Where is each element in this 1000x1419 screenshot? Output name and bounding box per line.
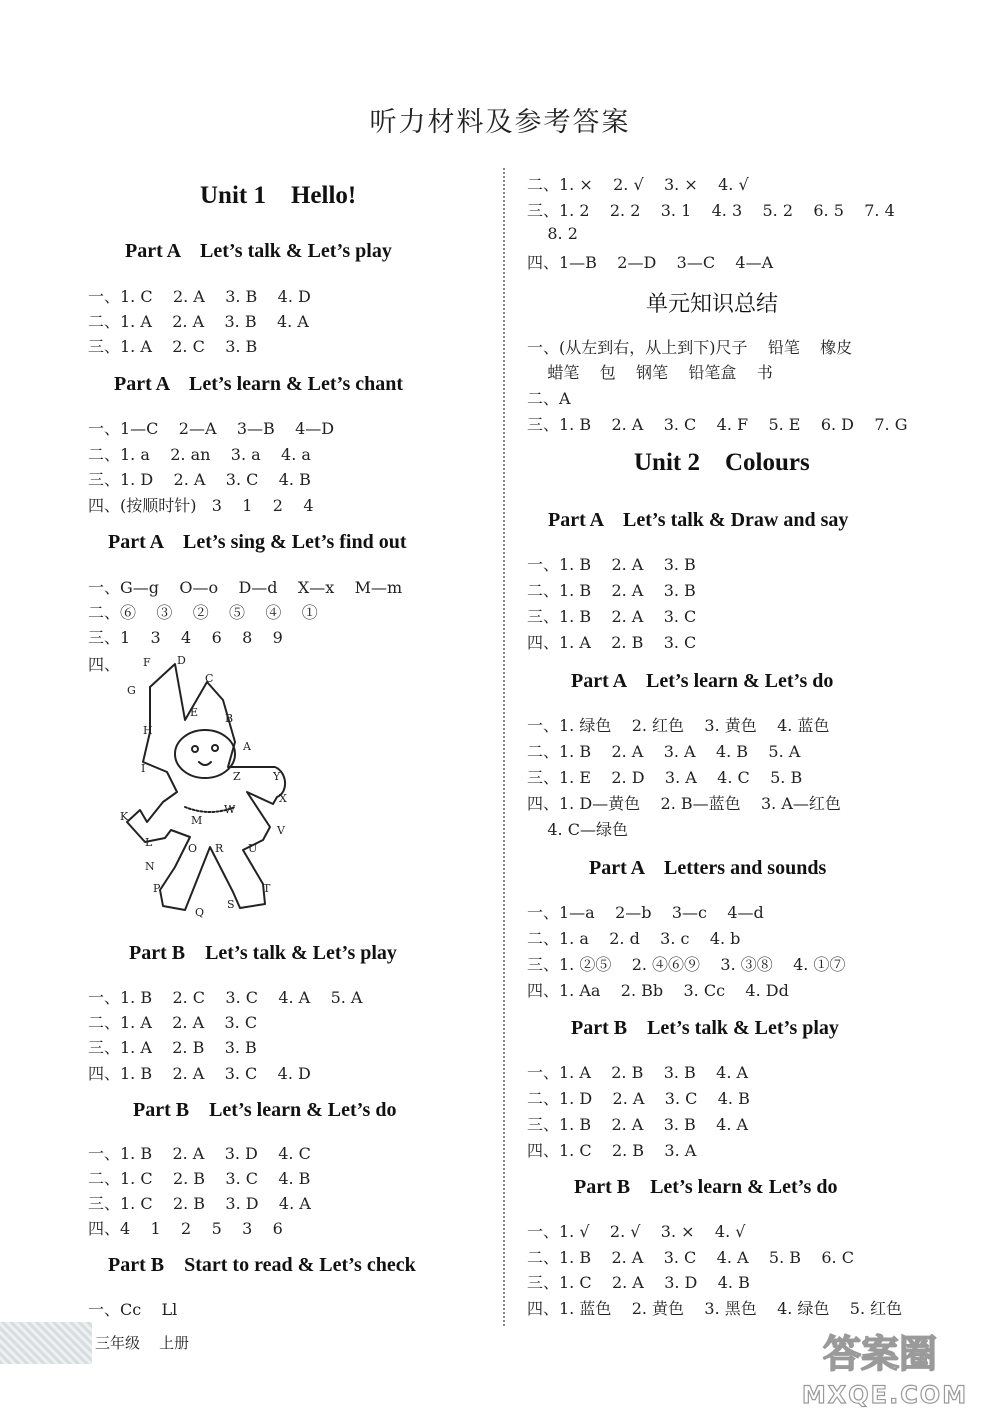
dot-label: D [177, 654, 186, 667]
answer-line: 四、4 1 2 5 3 6 [88, 1219, 283, 1238]
dot-label: Y [273, 770, 281, 783]
dot-label: X [279, 792, 287, 805]
answer-line: 四、 [88, 655, 121, 674]
answer-line: 三、1. B 2. A 3. C 4. F 5. E 6. D 7. G [527, 415, 908, 434]
dot-label: Q [195, 906, 205, 919]
answer-line: 二、1. A 2. A 3. C [88, 1013, 258, 1032]
answer-line: 三、1. C 2. A 3. D 4. B [527, 1273, 750, 1292]
section-title: Part B Let’s talk & Let’s play [571, 1017, 839, 1039]
answer-line: 四、1. D—黄色 2. B—蓝色 3. A—红色 [527, 794, 841, 813]
answer-line: 4. C—绿色 [527, 820, 628, 839]
answer-line: 8. 2 [527, 224, 578, 243]
answer-line: 四、(按顺时针) 3 1 2 4 [88, 496, 314, 515]
dot-label: N [145, 860, 155, 873]
answer-line: 四、1. Aa 2. Bb 3. Cc 4. Dd [527, 981, 789, 1000]
answer-line: 三、1. B 2. A 3. C [527, 607, 697, 626]
answer-line: 二、1. × 2. √ 3. × 4. √ [527, 175, 749, 194]
footer-grade-label: 三年级 上册 [95, 1334, 190, 1352]
answer-line: 四、1. C 2. B 3. A [527, 1141, 697, 1160]
answer-line: 四、1—B 2—D 3—C 4—A [527, 253, 774, 272]
unit-summary-title: 单元知识总结 [646, 292, 779, 317]
answer-line: 一、1—a 2—b 3—c 4—d [527, 903, 764, 922]
dot-label: A [243, 740, 251, 753]
answer-line: 二、1. B 2. A 3. C 4. A 5. B 6. C [527, 1248, 854, 1267]
answer-line: 四、1. A 2. B 3. C [527, 633, 697, 652]
answer-line: 一、1. 绿色 2. 红色 3. 黄色 4. 蓝色 [527, 716, 830, 735]
answer-line: 三、1. C 2. B 3. D 4. A [88, 1194, 311, 1213]
answer-line: 一、(从左到右，从上到下)尺子 铅笔 橡皮 [527, 338, 853, 357]
answer-line: 蜡笔 包 钢笔 铅笔盒 书 [527, 363, 773, 382]
dot-label: G [127, 684, 136, 697]
dot-label: B [225, 712, 234, 725]
dot-label: F [143, 656, 151, 669]
answer-line: 三、1. 2 2. 2 3. 1 4. 3 5. 2 6. 5 7. 4 [527, 201, 895, 220]
footer-decoration [0, 1322, 92, 1364]
section-title: Part A Let’s talk & Let’s play [125, 240, 392, 262]
answer-line: 二、1. B 2. A 3. B [527, 581, 696, 600]
dot-label: E [190, 706, 199, 719]
dot-label: S [227, 898, 235, 911]
answer-line: 三、1. A 2. B 3. B [88, 1038, 257, 1057]
answer-line: 二、1. D 2. A 3. C 4. B [527, 1089, 750, 1108]
dot-label: R [215, 842, 224, 855]
answer-line: 一、1. A 2. B 3. B 4. A [527, 1063, 749, 1082]
answer-line: 一、1. C 2. A 3. B 4. D [88, 287, 311, 306]
answer-line: 二、A [527, 389, 571, 408]
watermark-url: MXQE.COM [801, 1381, 969, 1409]
answer-line: 三、1. A 2. C 3. B [88, 337, 258, 356]
answer-line: 一、1. √ 2. √ 3. × 4. √ [527, 1222, 746, 1241]
answer-line: 一、1—C 2—A 3—B 4—D [88, 419, 335, 438]
dot-label: I [141, 762, 146, 775]
answer-line: 三、1. E 2. D 3. A 4. C 5. B [527, 768, 803, 787]
dot-label: T [263, 882, 271, 895]
unit-1-title: Unit 1 Hello! [200, 182, 357, 209]
answer-line: 一、1. B 2. A 3. B [527, 555, 696, 574]
dot-label: P [153, 882, 161, 895]
section-title: Part B Let’s learn & Let’s do [574, 1176, 838, 1198]
section-title: Part B Let’s talk & Let’s play [129, 942, 397, 964]
dot-label: W [224, 803, 236, 816]
answer-line: 二、⑥ ③ ② ⑤ ④ ① [88, 603, 318, 622]
answer-line: 二、1. C 2. B 3. C 4. B [88, 1169, 311, 1188]
answer-line: 三、1 3 4 6 8 9 [88, 628, 283, 647]
section-title: Part A Let’s learn & Let’s do [571, 670, 834, 692]
watermark-logo [780, 1325, 990, 1410]
answer-line: 三、1. B 2. A 3. B 4. A [527, 1115, 749, 1134]
dot-label: H [143, 724, 153, 737]
answer-line: 四、1. B 2. A 3. C 4. D [88, 1064, 311, 1083]
dot-label: M [191, 814, 203, 827]
dot-label: C [205, 672, 214, 685]
answer-line: 二、1. B 2. A 3. A 4. B 5. A [527, 742, 801, 761]
dot-label: L [145, 836, 153, 849]
section-title: Part A Letters and sounds [589, 857, 827, 879]
dot-label: Z [233, 770, 241, 783]
answer-line: 二、1. A 2. A 3. B 4. A [88, 312, 309, 331]
answer-line: 二、1. a 2. d 3. c 4. b [527, 929, 741, 948]
answer-line: 二、1. a 2. an 3. a 4. a [88, 445, 311, 464]
section-title: Part B Let’s learn & Let’s do [133, 1099, 397, 1121]
answer-line: 一、Cc Ll [88, 1300, 178, 1319]
answer-line: 三、1. ②⑤ 2. ④⑥⑨ 3. ③⑧ 4. ①⑦ [527, 955, 846, 974]
dot-label: K [120, 810, 129, 823]
page-title: 听力材料及参考答案 [369, 107, 631, 138]
section-title: Part A Let’s talk & Draw and say [548, 509, 849, 531]
dot-label: O [188, 842, 198, 855]
answer-line: 一、1. B 2. A 3. D 4. C [88, 1144, 311, 1163]
rabbit-dot-to-dot-drawing [115, 652, 315, 922]
answer-line: 三、1. D 2. A 3. C 4. B [88, 470, 311, 489]
answer-line: 一、G—g O—o D—d X—x M—m [88, 578, 403, 597]
section-title: Part B Start to read & Let’s check [108, 1254, 416, 1276]
section-title: Part A Let’s sing & Let’s find out [108, 531, 407, 553]
answer-line: 一、1. B 2. C 3. C 4. A 5. A [88, 988, 363, 1007]
column-divider [503, 168, 505, 1326]
dot-label: U [248, 842, 258, 855]
unit-2-title: Unit 2 Colours [634, 449, 810, 476]
watermark-text: 答案圈 [822, 1332, 938, 1376]
answer-line: 四、1. 蓝色 2. 黄色 3. 黑色 4. 绿色 5. 红色 [527, 1299, 903, 1318]
section-title: Part A Let’s learn & Let’s chant [114, 373, 404, 395]
dot-label: V [277, 824, 285, 837]
